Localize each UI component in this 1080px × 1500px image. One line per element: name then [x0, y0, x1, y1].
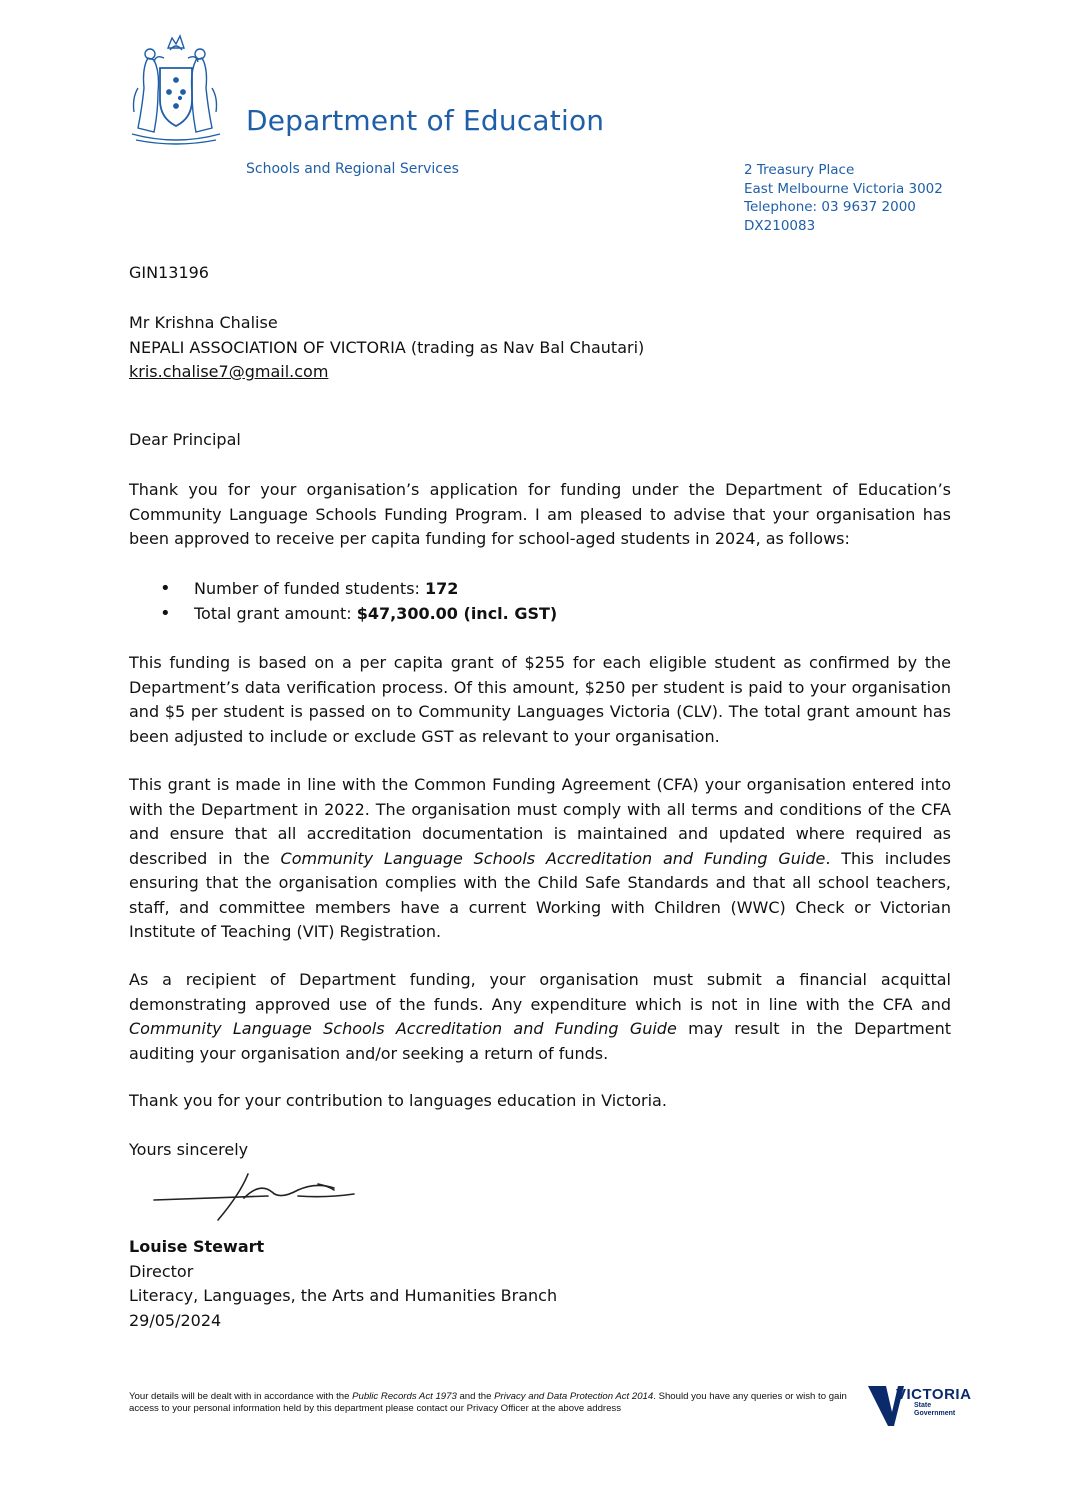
signer-name: Louise Stewart [129, 1237, 265, 1256]
telephone-line: Telephone: 03 9637 2000 [744, 199, 916, 215]
footer-text: Your details will be dealt with in accordance with the [129, 1391, 353, 1402]
department-title: Department of Education [246, 104, 605, 137]
funding-summary-list [160, 577, 557, 626]
letter-date: 29/05/2024 [129, 1310, 222, 1330]
signer-branch: Literacy, Languages, the Arts and Humanities Branch [129, 1286, 558, 1305]
bullet-icon: • [160, 602, 171, 624]
recipient-email-link[interactable]: kris.chalise7@gmail.com [129, 362, 329, 381]
paragraph-acquittal [129, 968, 951, 1066]
signer-title: Director [129, 1261, 194, 1281]
recipient-organisation: NEPALI ASSOCIATION OF VICTORIA (trading as Nav Bal Chautari) [129, 337, 645, 357]
recipient-block [129, 311, 951, 385]
reference-number: GIN13196 [129, 263, 209, 282]
address-line: 2 Treasury Place [744, 162, 855, 178]
salutation: Dear Principal [129, 430, 241, 449]
list-item [160, 602, 557, 627]
paragraph-text: . This includes ensuring that the organisation complies with the Child Safe Standards and that all school teachers, staff, and committee members have a current Working with Children (WWC) Check or Victorian Institute of Teaching (VIT) Registration. [129, 848, 951, 941]
victoria-logo-wordmark: VICTORIA [896, 1386, 972, 1403]
victoria-logo-subtitle-line: Government [914, 1410, 956, 1417]
footer-text: and the [456, 1391, 495, 1402]
handwritten-signature [148, 1170, 368, 1226]
dx-line: DX210083 [744, 217, 816, 234]
paragraph-text: As a recipient of Department funding, your organisation must submit a financial acquittal demonstrating approved use of the funds. Any expenditure which is not in line with the CFA and [129, 970, 951, 1014]
funded-students-value: 172 [425, 579, 459, 598]
victoria-coat-of-arms-logo [124, 28, 226, 146]
division-name: Schools and Regional Services [246, 161, 459, 177]
guide-title: Community Language Schools Accreditation and Funding Guide [129, 1019, 677, 1038]
paragraph-thanks: Thank you for your contribution to languages education in Victoria. [129, 1091, 667, 1110]
funded-students-label: Number of funded students: [194, 579, 420, 598]
signer-block [129, 1235, 951, 1333]
victoria-logo-subtitle-line: State [914, 1402, 932, 1409]
footer-text: . Should you have any queries or wish to gain access to your personal information held by this department please contact our Privacy Officer at the above address [129, 1391, 847, 1414]
paragraph-intro: Thank you for your organisation’s application for funding under the Department of Education’s Community Language Schools Funding Program. I am pleased to advise that your organisation has been approved to receive per capita funding for school-aged students in 2024, as follows: [129, 480, 951, 548]
guide-title: Community Language Schools Accreditation and Funding Guide [280, 848, 826, 868]
department-address [744, 161, 943, 235]
privacy-footer [129, 1391, 849, 1415]
list-item [160, 577, 557, 602]
footer-act-name: Public Records Act 1973 [352, 1391, 457, 1402]
victoria-logo-subtitle [914, 1402, 955, 1418]
grant-amount-value: $47,300.00 (incl. GST) [356, 603, 558, 623]
paragraph-cfa [129, 773, 951, 945]
closing: Yours sincerely [129, 1140, 249, 1159]
address-line: East Melbourne Victoria 3002 [744, 180, 943, 197]
bullet-icon: • [160, 578, 171, 599]
paragraph-per-capita: This funding is based on a per capita grant of $255 for each eligible student as confirmed by the Department’s data verification process. Of this amount, $250 per student is paid to your organisation and $5 per student is passed on to Community Languages Victoria (CLV). The total grant amount has been adjusted to include or exclude GST as relevant to your organisation. [129, 653, 951, 746]
footer-act-name: Privacy and Data Protection Act 2014 [494, 1391, 654, 1402]
grant-amount-label: Total grant amount: [194, 603, 352, 623]
recipient-name: Mr Krishna Chalise [129, 313, 278, 332]
paragraph-text: may result in the Department auditing your organisation and/or seeking a return of funds. [129, 1019, 952, 1063]
paragraph-text: This grant is made in line with the Common Funding Agreement (CFA) your organisation entered into with the Department in 2022. The organisation must comply with all terms and conditions of the CFA and ensure that all accreditation documentation is maintained and updated where required as described in the [129, 775, 951, 868]
